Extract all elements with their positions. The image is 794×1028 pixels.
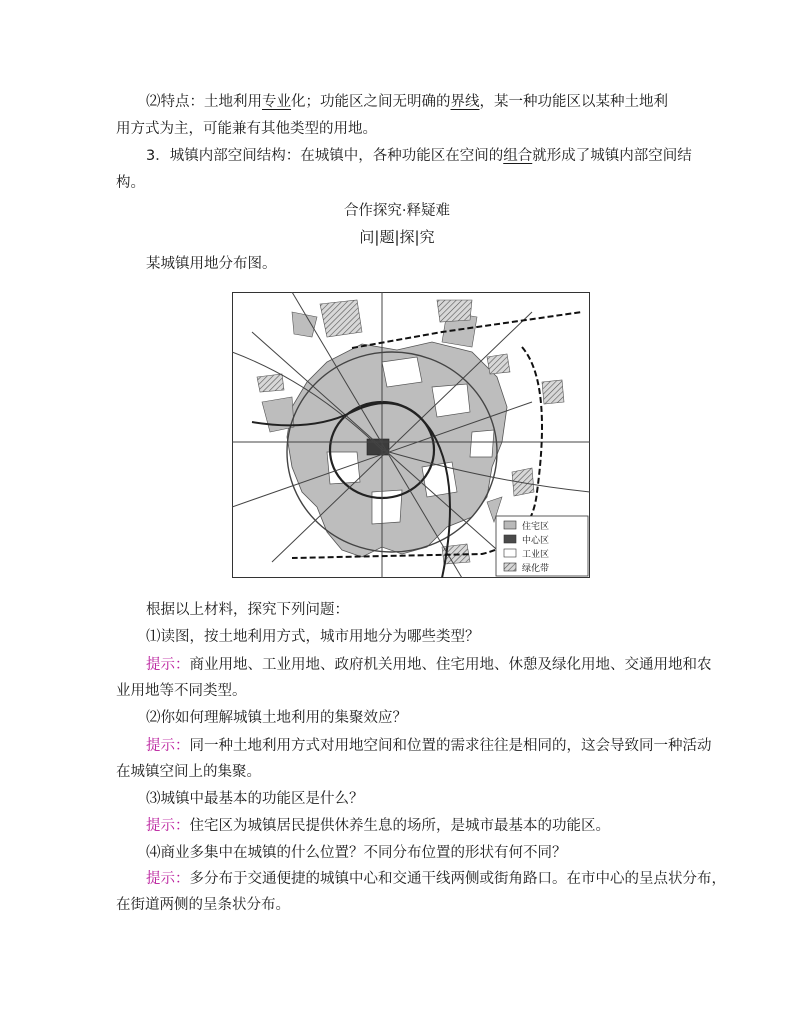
legend-industrial: 工业区	[522, 550, 550, 560]
underlined-answer: 组合	[503, 148, 533, 164]
question-3: ⑶城镇中最基本的功能区是什么？	[146, 791, 364, 807]
answer-2-line-1	[146, 736, 712, 756]
hint-label: 提示：	[146, 818, 190, 834]
answer-4-line-2: 在街道两侧的呈条状分布。	[116, 897, 290, 913]
answer-1-line-2: 业用地等不同类型。	[116, 683, 247, 699]
questions-intro: 根据以上材料，探究下列问题：	[146, 602, 349, 618]
hint-label: 提示：	[146, 871, 190, 887]
structure-line-1	[146, 146, 692, 166]
answer-text: 商业用地、工业用地、政府机关用地、住宅用地、休憩及绿化用地、交通用地和农	[189, 657, 712, 673]
answer-3	[146, 816, 610, 836]
answer-1-line-1	[146, 655, 712, 675]
feature-line-1	[146, 92, 668, 112]
hint-label: 提示：	[146, 738, 190, 754]
text: 就形成了城镇内部空间结	[532, 148, 692, 164]
text: 化；功能区之间无明确的	[291, 94, 451, 110]
question-2: ⑵你如何理解城镇土地利用的集聚效应？	[146, 710, 407, 726]
industrial-area	[382, 357, 422, 387]
legend-green-belt: 绿化带	[522, 564, 550, 574]
map-intro: 某城镇用地分布图。	[146, 256, 277, 272]
land-use-map	[232, 292, 590, 578]
question-1: ⑴读图，按土地利用方式，城市用地分为哪些类型？	[146, 629, 480, 645]
green-belt	[320, 300, 362, 337]
answer-2-line-2: 在城镇空间上的集聚。	[116, 764, 261, 780]
map-legend	[496, 516, 588, 576]
hint-label: 提示：	[146, 657, 190, 673]
section-subtitle: 问|题|探|究	[359, 228, 435, 246]
section-title: 合作探究·释疑难	[343, 203, 451, 219]
answer-text: 同一种土地利用方式对用地空间和位置的需求往往是相同的，这会导致同一种活动	[189, 738, 712, 754]
answer-4-line-1	[146, 869, 726, 889]
question-4: ⑷商业多集中在城镇的什么位置？不同分布位置的形状有何不同？	[146, 845, 567, 861]
text: 3．城镇内部空间结构：在城镇中，各种功能区在空间的	[146, 148, 504, 164]
underlined-answer: 专业	[262, 94, 291, 110]
answer-text: 住宅区为城镇居民提供休养生息的场所，是城市最基本的功能区。	[189, 818, 610, 834]
legend-center: 中心区	[522, 536, 550, 546]
text: ⑵特点：土地利用	[146, 94, 262, 110]
structure-line-2: 构。	[116, 175, 145, 191]
underlined-answer: 界线	[450, 94, 480, 110]
answer-text: 多分布于交通便捷的城镇中心和交通干线两侧或街角路口。在市中心的呈点状分布，	[189, 871, 726, 887]
feature-line-2: 用方式为主，可能兼有其他类型的用地。	[116, 121, 377, 137]
legend-residential: 住宅区	[522, 522, 550, 532]
text: ，某一种功能区以某种土地利	[479, 94, 668, 110]
